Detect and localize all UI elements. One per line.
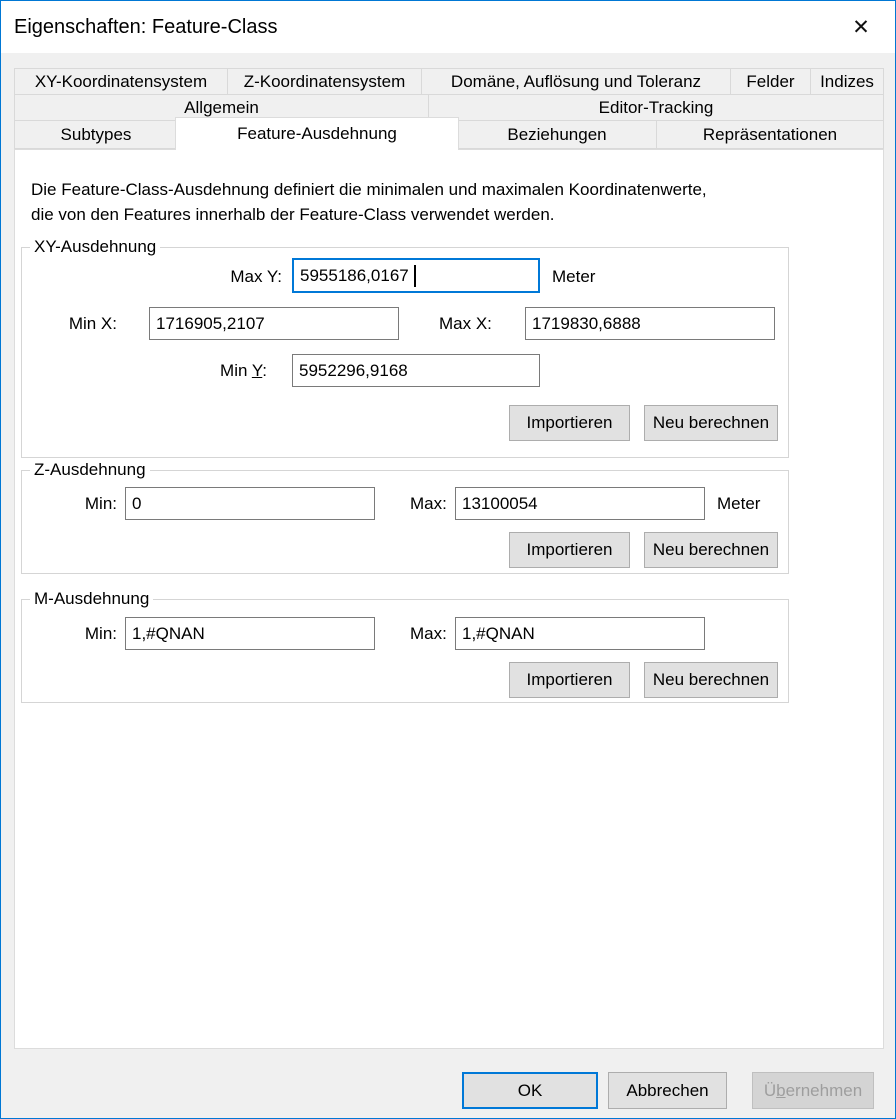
z-recalculate-button[interactable]: Neu berechnen [644,532,778,568]
max-x-input[interactable] [525,307,775,340]
tab-feature-ausdehnung[interactable]: Feature-Ausdehnung [175,117,459,150]
tab-repraesentationen[interactable]: Repräsentationen [656,120,884,149]
tab-indizes[interactable]: Indizes [810,68,884,95]
xy-extent-legend: XY-Ausdehnung [30,237,160,257]
tab-editor-tracking[interactable]: Editor-Tracking [428,94,884,121]
xy-unit-label: Meter [552,267,596,286]
z-max-label: Max: [410,494,447,513]
m-min-label: Min: [84,624,117,643]
min-y-input[interactable] [292,354,540,387]
min-x-label: Min X: [68,314,117,333]
description-line-1: Die Feature-Class-Ausdehnung definiert die minimalen und maximalen Koordinatenwerte, [31,180,707,199]
m-min-input[interactable] [125,617,375,650]
xy-recalculate-button[interactable]: Neu berechnen [644,405,778,441]
z-min-input[interactable] [125,487,375,520]
close-button[interactable] [843,11,879,43]
m-import-button[interactable]: Importieren [509,662,630,698]
apply-button: Ü b ernehmen [752,1072,874,1109]
tab-xy-koordinatensystem[interactable]: XY-Koordinatensystem [14,68,228,95]
window-title: Eigenschaften: Feature-Class [14,16,278,38]
tab-allgemein[interactable]: Allgemein [14,94,429,121]
m-max-label: Max: [410,624,447,643]
tab-subtypes[interactable]: Subtypes [14,120,178,149]
min-y-label: Min Y: [220,361,267,380]
z-extent-group [21,460,789,574]
m-recalculate-button[interactable]: Neu berechnen [644,662,778,698]
z-extent-legend: Z-Ausdehnung [30,460,150,480]
max-x-label: Max X: [439,314,492,333]
cancel-button[interactable]: Abbrechen [608,1072,727,1109]
tab-beziehungen[interactable]: Beziehungen [457,120,657,149]
tab-z-koordinatensystem[interactable]: Z-Koordinatensystem [227,68,422,95]
m-max-input[interactable] [455,617,705,650]
min-x-input[interactable] [149,307,399,340]
description-line-2: die von den Features innerhalb der Feature-Class verwendet werden. [31,205,555,224]
m-extent-legend: M-Ausdehnung [30,589,153,609]
z-min-label: Min: [84,494,117,513]
close-icon: ✕ [852,15,870,39]
ok-button[interactable]: OK [462,1072,598,1109]
max-y-label: Max Y: [230,267,282,286]
xy-extent-group [21,237,789,458]
z-max-input[interactable] [455,487,705,520]
tab-panel-feature-ausdehnung [14,149,884,1049]
max-y-input[interactable] [292,258,540,293]
xy-import-button[interactable]: Importieren [509,405,630,441]
z-unit-label: Meter [717,494,761,513]
m-extent-group [21,589,789,703]
tab-domaene-aufloesung-toleranz[interactable]: Domäne, Auflösung und Toleranz [421,68,731,95]
tab-felder[interactable]: Felder [730,68,811,95]
z-import-button[interactable]: Importieren [509,532,630,568]
title-bar [1,1,895,53]
